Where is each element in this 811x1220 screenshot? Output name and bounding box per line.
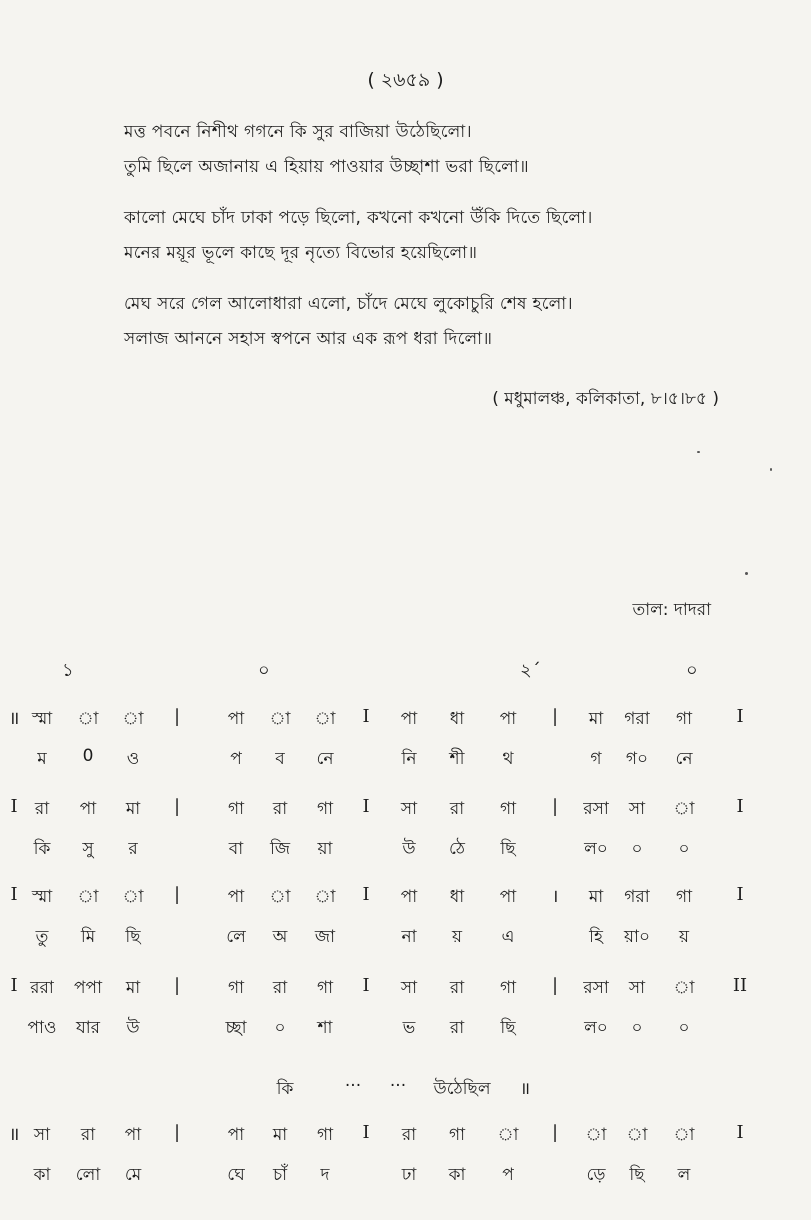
swar-note: গা (675, 709, 693, 729)
lyric-syllable: য়া০ (624, 927, 650, 947)
swar-note: পা (400, 709, 418, 729)
lyric-line: তুমি ছিলে অজানায় এ হিয়ায় পাওয়ার উচ্ছাশা ভরা ছিলো॥ (124, 157, 529, 177)
lyric-syllable: জা (314, 927, 336, 947)
lyric-line: মেঘ সরে গেল আলোধারা এলো, চাঁদে মেঘে লুকোচুরি শেষ হলো। (124, 294, 573, 314)
lyric-syllable: শা (317, 1018, 333, 1038)
bar-line: I (736, 796, 744, 817)
swar-note: া (314, 887, 336, 907)
page-speck (745, 572, 748, 575)
swar-note: া (269, 887, 291, 907)
lyric-syllable: ০ (274, 1018, 286, 1038)
bar-line: I (362, 796, 370, 817)
swar-note: পা (227, 1125, 245, 1145)
verse-2 (124, 201, 744, 271)
swar-note: া (626, 1125, 648, 1145)
lyric-syllable: উ (126, 1018, 140, 1038)
lyric-syllable: মে (124, 1165, 142, 1185)
swar-note: গা (316, 978, 334, 998)
lyric-syllable: য় (451, 927, 463, 947)
lyric-line: কালো মেঘে চাঁদ ঢাকা পড়ে ছিলো, কখনো কখনো উঁকি দিতে ছিলো। (124, 208, 593, 228)
swar-note: া (673, 799, 695, 819)
bar-line: | (173, 1122, 181, 1143)
refrain-dots: ··· (344, 1076, 362, 1096)
beat-marker-1: ১ (62, 660, 74, 681)
lyric-syllable: ড়ে (586, 1165, 606, 1185)
swar-note: ধা (449, 887, 465, 907)
lyric-syllable: প (230, 749, 242, 769)
lyric-syllable: গ০ (625, 749, 649, 769)
swar-note: মা (588, 887, 604, 907)
swar-note: পপা (73, 978, 103, 998)
lyric-line: মত্ত পবনে নিশীথ গগনে কি সুর বাজিয়া উঠেছিলো। (124, 122, 472, 142)
notation-row (0, 698, 811, 768)
lyric-line: সলাজ আননে সহাস স্বপনে আর এক রূপ ধরা দিলো॥ (124, 329, 493, 349)
lyric-syllable: শী (449, 749, 465, 769)
lyric-syllable: কা (448, 1165, 466, 1185)
bar-line: | (173, 706, 181, 727)
lyric-syllable: লো (75, 1165, 101, 1185)
lyric-syllable: থ (502, 749, 514, 769)
lyric-syllable: ম (37, 749, 47, 769)
lyric-syllable: 0 (82, 746, 94, 766)
bar-line: I (10, 884, 18, 905)
verse-1 (124, 115, 744, 185)
lyric-syllable: যার (75, 1018, 101, 1038)
lyric-syllable: নে (316, 749, 334, 769)
lyric-syllable: ছি (500, 1018, 516, 1038)
swar-note: ররা (30, 978, 54, 998)
swar-note: সা (400, 978, 418, 998)
lyric-syllable: গ (590, 749, 602, 769)
lyric-syllable: ঠে (449, 839, 465, 859)
lyric-syllable: চ্ছা (225, 1018, 247, 1038)
lyrics-block (124, 115, 744, 373)
notation-row (0, 876, 811, 946)
swar-note: ধা (449, 709, 465, 729)
swar-note: গা (675, 887, 693, 907)
lyric-syllable: ঢা (401, 1165, 417, 1185)
swar-note: পা (499, 709, 517, 729)
swar-note: মা (588, 709, 604, 729)
swar-note: া (77, 709, 99, 729)
lyric-syllable: দ (320, 1165, 330, 1185)
swar-note: স্মা (31, 709, 53, 729)
lyric-syllable: য় (678, 927, 690, 947)
bar-line: II (732, 975, 748, 996)
lyric-syllable: ও (126, 749, 140, 769)
swar-note: রা (34, 799, 50, 819)
lyric-line: মনের ময়ূর ভূলে কাছে দূর নৃত্যে বিভোর হয়েছিলো॥ (124, 243, 478, 263)
bar-line: | (173, 975, 181, 996)
swar-note: গা (499, 978, 517, 998)
swar-note: মা (125, 978, 141, 998)
swar-note: া (314, 709, 336, 729)
swar-note: রা (401, 1125, 417, 1145)
lyric-syllable: ছি (125, 927, 141, 947)
lyric-syllable: ছি (500, 839, 516, 859)
swar-note: গা (499, 799, 517, 819)
lyric-syllable: য়া (317, 839, 333, 859)
swar-note: গা (227, 978, 245, 998)
lyric-syllable: ০ (678, 839, 690, 859)
notation-row (0, 967, 811, 1037)
lyric-syllable: অ (272, 927, 288, 947)
lyric-syllable: সু (82, 839, 94, 859)
lyric-syllable: মি (80, 927, 96, 947)
notation-row (0, 1114, 811, 1184)
swar-note: সা (400, 799, 418, 819)
bar-line: | (551, 796, 559, 817)
swar-note: পা (124, 1125, 142, 1145)
lyric-syllable: কা (33, 1165, 51, 1185)
lyric-syllable: তু (35, 927, 49, 947)
swar-note: সা (33, 1125, 51, 1145)
lyric-syllable: কি (33, 839, 51, 859)
bar-line: | (551, 706, 559, 727)
lyric-syllable: জি (269, 839, 291, 859)
tala-label: তাল: দাদরা (632, 600, 711, 620)
swar-note: া (673, 978, 695, 998)
bar-line: I (736, 884, 744, 905)
swar-note: গা (227, 799, 245, 819)
lyric-syllable: এ (501, 927, 515, 947)
swar-note: গা (448, 1125, 466, 1145)
refrain-word: কি (276, 1079, 294, 1099)
bar-line: ॥ (8, 708, 20, 729)
swar-note: া (673, 1125, 695, 1145)
swar-note: া (122, 887, 144, 907)
lyric-syllable: ল (677, 1165, 691, 1185)
bar-line: | (551, 975, 559, 996)
lyric-syllable: নি (401, 749, 417, 769)
beat-marker-3: ২´ (520, 660, 541, 681)
swar-note: রা (272, 799, 288, 819)
swar-note: সা (628, 799, 646, 819)
swar-note: পা (79, 799, 97, 819)
lyric-syllable: বা (228, 839, 244, 859)
lyric-syllable: ব (275, 749, 285, 769)
lyric-syllable: প (502, 1165, 514, 1185)
notation-row (0, 788, 811, 858)
swar-note: সা (628, 978, 646, 998)
page-number: ( ২৬৫৯ ) (367, 69, 444, 91)
bar-line: I (10, 975, 18, 996)
refrain-mark: ॥ (519, 1079, 531, 1099)
lyric-syllable: ল০ (584, 1018, 608, 1038)
swar-note: রা (449, 978, 465, 998)
lyric-syllable: ০ (678, 1018, 690, 1038)
bar-line: | (173, 796, 181, 817)
lyric-syllable: ঘে (227, 1165, 245, 1185)
verse-3 (124, 287, 744, 357)
swar-note: পা (400, 887, 418, 907)
swar-note: পা (227, 709, 245, 729)
swar-note: রা (272, 978, 288, 998)
swar-note: া (585, 1125, 607, 1145)
swar-note: মা (272, 1125, 288, 1145)
lyric-syllable: উ (402, 839, 416, 859)
swar-note: া (77, 887, 99, 907)
bar-line: I (362, 884, 370, 905)
bar-line: | (551, 1122, 559, 1143)
lyric-syllable: ০ (631, 1018, 643, 1038)
citation: ( মধুমালঞ্চ, কলিকাতা, ৮।৫।৮৫ ) (492, 389, 719, 409)
lyric-syllable: ছি (629, 1165, 645, 1185)
page-speck (697, 451, 700, 453)
bar-line: I (362, 975, 370, 996)
bar-line: I (736, 706, 744, 727)
beat-marker-2: ০ (258, 660, 270, 681)
swar-note: গা (316, 799, 334, 819)
beat-marker-4: ০ (686, 660, 698, 681)
bar-line: I (362, 706, 370, 727)
bar-line: | (173, 884, 181, 905)
bar-line: I (362, 1122, 370, 1143)
swar-note: া (497, 1125, 519, 1145)
bar-line: ॥ (8, 1124, 20, 1145)
swar-note: মা (125, 799, 141, 819)
lyric-syllable: চাঁ (272, 1165, 288, 1185)
bar-line: I (736, 1122, 744, 1143)
bar-line: I (10, 796, 18, 817)
lyric-syllable: না (401, 927, 417, 947)
swar-note: া (122, 709, 144, 729)
lyric-syllable: লে (226, 927, 246, 947)
swar-note: রা (80, 1125, 96, 1145)
lyric-syllable: হি (589, 927, 603, 947)
refrain-word: উঠেছিল (433, 1079, 491, 1099)
swar-note: রসা (583, 799, 609, 819)
page-speck (770, 468, 772, 471)
lyric-syllable: ০ (631, 839, 643, 859)
swar-note: পা (499, 887, 517, 907)
lyric-syllable: নে (675, 749, 693, 769)
swar-note: া (269, 709, 291, 729)
swar-note: গা (316, 1125, 334, 1145)
bar-line: । (551, 886, 559, 907)
swar-note: গরা (624, 709, 650, 729)
swar-note: স্মা (31, 887, 53, 907)
refrain-dots: ··· (389, 1076, 407, 1096)
swar-note: রা (449, 799, 465, 819)
swar-note: গরা (624, 887, 650, 907)
lyric-syllable: পাও (27, 1018, 57, 1038)
swar-note: পা (227, 887, 245, 907)
lyric-syllable: ল০ (584, 839, 608, 859)
swar-note: রসা (583, 978, 609, 998)
lyric-syllable: রা (449, 1018, 465, 1038)
lyric-syllable: র (128, 839, 138, 859)
lyric-syllable: ভ (402, 1018, 416, 1038)
